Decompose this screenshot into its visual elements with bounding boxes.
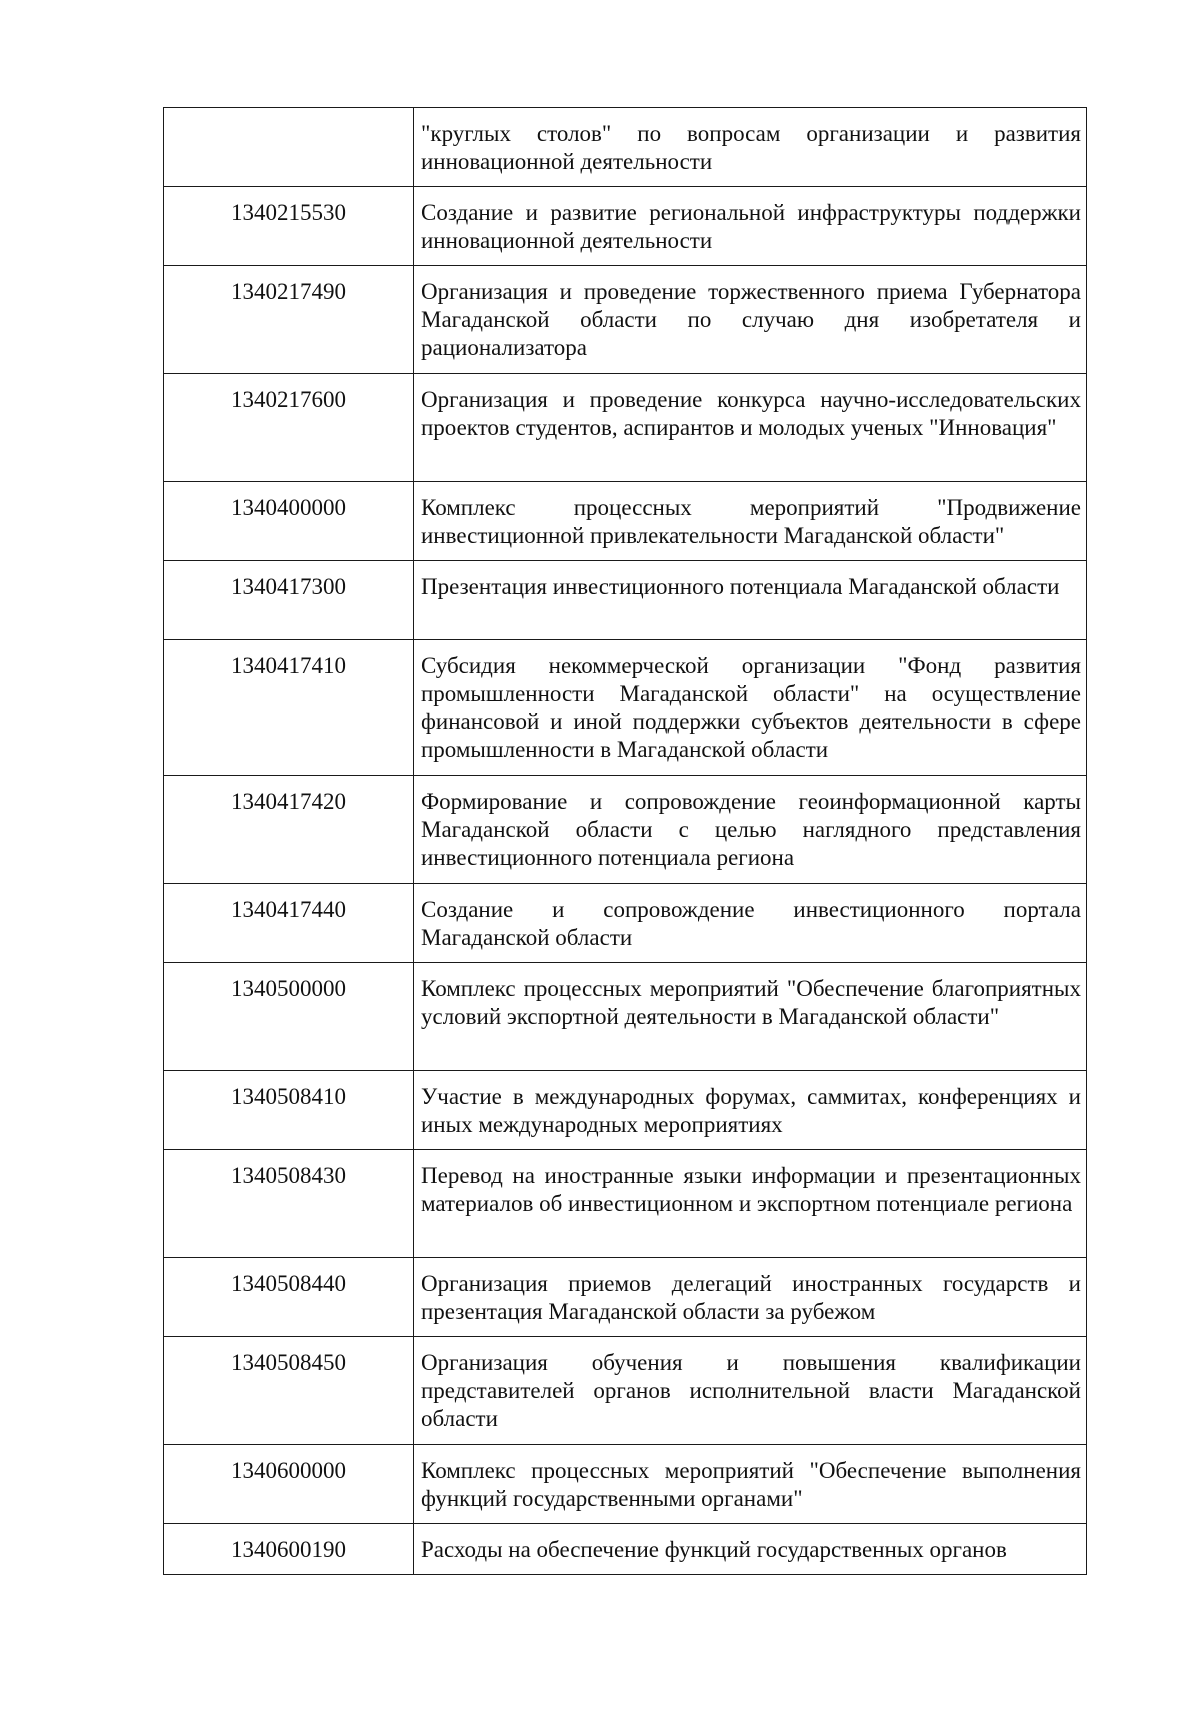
table-row: [164, 640, 1087, 776]
row-description: Организация приемов делегаций иностранных государств и презентация Магаданской области за рубежом: [414, 1258, 1087, 1337]
row-code: 1340508440: [164, 1258, 414, 1337]
row-code: 1340215530: [164, 187, 414, 266]
row-code: 1340508450: [164, 1337, 414, 1445]
table-row: [164, 187, 1087, 266]
row-code: 1340217600: [164, 374, 414, 482]
row-description: Презентация инвестиционного потенциала Магаданской области: [414, 561, 1087, 640]
table-row: [164, 482, 1087, 561]
row-description: Создание и сопровождение инвестиционного портала Магаданской области: [414, 884, 1087, 963]
table-row: [164, 1445, 1087, 1524]
row-description: Организация и проведение конкурса научно-исследовательских проектов студентов, аспирантов и молодых ученых "Инновация": [414, 374, 1087, 482]
row-code: 1340417420: [164, 776, 414, 884]
row-code: [164, 108, 414, 187]
row-description: Перевод на иностранные языки информации и презентационных материалов об инвестиционном и экспортном потенциале региона: [414, 1150, 1087, 1258]
table-row: [164, 963, 1087, 1071]
table-row: [164, 1258, 1087, 1337]
table-row: [164, 1150, 1087, 1258]
row-description: Субсидия некоммерческой организации "Фонд развития промышленности Магаданской области" на осуществление финансовой и иной поддержки субъектов деятельности в сфере промышленности в Магаданской области: [414, 640, 1087, 776]
budget-classification-table: [163, 107, 1087, 1575]
row-description: Формирование и сопровождение геоинформационной карты Магаданской области с целью наглядного представления инвестиционного потенциала региона: [414, 776, 1087, 884]
row-description: Организация обучения и повышения квалификации представителей органов исполнительной власти Магаданской области: [414, 1337, 1087, 1445]
row-code: 1340417440: [164, 884, 414, 963]
table-row: [164, 1071, 1087, 1150]
row-code: 1340600000: [164, 1445, 414, 1524]
table-row: [164, 374, 1087, 482]
table-row: [164, 1337, 1087, 1445]
row-code: 1340217490: [164, 266, 414, 374]
row-description: Комплекс процессных мероприятий "Обеспечение благоприятных условий экспортной деятельности в Магаданской области": [414, 963, 1087, 1071]
row-description: Комплекс процессных мероприятий "Обеспечение выполнения функций государственными органами": [414, 1445, 1087, 1524]
row-description: Комплекс процессных мероприятий "Продвижение инвестиционной привлекательности Магаданской области": [414, 482, 1087, 561]
row-description: Создание и развитие региональной инфраструктуры поддержки инновационной деятельности: [414, 187, 1087, 266]
row-code: 1340508430: [164, 1150, 414, 1258]
table-row: [164, 266, 1087, 374]
row-code: 1340500000: [164, 963, 414, 1071]
table-row: [164, 1524, 1087, 1575]
row-code: 1340417410: [164, 640, 414, 776]
row-description: "круглых столов" по вопросам организации и развития инновационной деятельности: [414, 108, 1087, 187]
table-row: [164, 561, 1087, 640]
row-description: Участие в международных форумах, саммитах, конференциях и иных международных мероприятиях: [414, 1071, 1087, 1150]
row-code: 1340417300: [164, 561, 414, 640]
row-description: Расходы на обеспечение функций государственных органов: [414, 1524, 1087, 1575]
row-code: 1340400000: [164, 482, 414, 561]
table-row: [164, 108, 1087, 187]
row-code: 1340600190: [164, 1524, 414, 1575]
row-code: 1340508410: [164, 1071, 414, 1150]
row-description: Организация и проведение торжественного приема Губернатора Магаданской области по случаю дня изобретателя и рационализатора: [414, 266, 1087, 374]
table-row: [164, 776, 1087, 884]
table-row: [164, 884, 1087, 963]
